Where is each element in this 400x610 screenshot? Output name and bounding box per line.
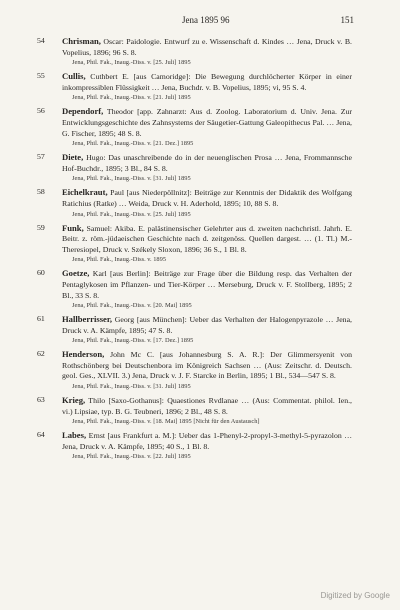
entry-number: 54 <box>37 36 45 45</box>
entry-note: Jena, Phil. Fak., Inaug.-Diss. v. 1895 <box>72 256 167 264</box>
entry-note: Jena, Phil. Fak., Inaug.-Diss. v. [31. Juli] 1895 <box>72 383 191 391</box>
entry-number: 58 <box>37 187 45 197</box>
author-name: Krieg, <box>62 395 86 406</box>
entry-note: Jena, Phil. Fak., Inaug.-Diss. v. [25. Juli] 1895 <box>72 210 191 218</box>
entry-body: Samuel: Akiba. E. palästinensischer Gelehrter aus d. zweiten nachchristl. Jahrh. E. Beitr. z. röm.-jüdaeischen Geschichte nach d. zeitgenöss. Quellen dargest. … (1. Tl.) M.-Theresiopel, Druck v. Székely Sloxon, 1896; 36 S., 1 Bl. 8. <box>62 223 352 254</box>
page-number: 151 <box>340 15 354 25</box>
entry-body: Karl [aus Berlin]: Beiträge zur Frage über die Bildung resp. das Verhalten der Pentaglykosen im Pflanzen- und Tier-Körper … Merseburg, Druck v. F. Stollberg, 1895; 2 Bl., 33 S. 8. <box>62 269 352 300</box>
author-name: Eichelkraut, <box>62 187 108 198</box>
page-header <box>0 15 400 29</box>
entry-body: Cuthbert E. [aus Camoridge]: Die Bewegung durchlöcherter Körper in einer inkompressiblen Flüssigkeit … Jena, Buchdr. v. B. Vopelius, 1895; vi, 95 S. 4. <box>62 72 352 92</box>
entry-text <box>62 314 352 336</box>
entry-note: Jena, Phil. Fak., Inaug.-Diss. v. [25. Juli] 1895 <box>72 59 191 67</box>
list-item <box>0 106 400 148</box>
entry-body: Thilo [Saxo-Gothanus]: Quaestiones Rvdlanae … (Aus: Commentat. philol. Ien., vi.) Lipsiae, typ. B. G. Teubneri, 1896; 2 Bl., 48 S. 8. <box>62 396 352 416</box>
list-item <box>0 314 400 345</box>
list-item <box>0 395 400 426</box>
list-item <box>0 152 400 183</box>
entry-number: 60 <box>37 268 45 278</box>
entry-body: Paul [aus Niederpöllnitz]: Beiträge zur Kenntnis der Didaktik des Wolfgang Ratichius (Ratke) … Weida, Druck v. H. Aderhold, 1895; 10, 88 S. 8. <box>62 188 352 208</box>
list-item <box>0 430 400 461</box>
author-name: Cullis, <box>62 71 86 82</box>
entry-note: Jena, Phil. Fak., Inaug.-Diss. v. [21. Dez.] 1895 <box>72 140 194 148</box>
list-item <box>0 223 400 265</box>
entry-body: Theodor [app. Zahnarzt: Aus d. Zoolog. Laboratorium d. Univ. Jena. Zur Entwicklungsgeschichte des Zahnsystems der Säugetier-Gattung Galeopithecus Pal. … Jena, G. Fischer, 1895; 48 S. 8. <box>62 107 352 138</box>
entry-body: John Mc C. [aus Johannesburg S. A. R.]: Der Glimmersyenit von Rothschönberg bei Deutschenbora im Königreich Sachsen … (Aus: Zeitschr. d. Deutsch. geol. Ges., XLVII. 3.) Jena, Druck v. J. F. Starcke in Berlin, 1895; 1 Bl., 534—547 S. 8. <box>62 350 352 381</box>
entry-text <box>62 349 352 382</box>
entry-body: Ernst [aus Frankfurt a. M.]: Ueber das 1-Phenyl-2-propyl-3-methyl-5-pyrazolon … Jena, Druck v. A. Kämpfe, 1895; 40 S., 1 Bl. 8. <box>62 431 352 451</box>
entry-list <box>0 36 400 465</box>
author-name: Chrisman, <box>62 36 101 46</box>
entry-note: Jena, Phil. Fak., Inaug.-Diss. v. [22. Juli] 1895 <box>72 453 191 461</box>
entry-text <box>62 223 352 256</box>
author-name: Diete, <box>62 152 84 163</box>
entry-number: 64 <box>37 430 45 440</box>
entry-body: Oscar: Paidologie. Entwurf zu e. Wissenschaft d. Kindes … Jena, Druck v. B. Vopelius, 1896; 96 S. 8. <box>62 37 352 57</box>
digitization-watermark: Digitized by Google <box>320 591 390 600</box>
entry-text <box>62 187 352 209</box>
entry-text <box>62 395 352 417</box>
author-name: Labes, <box>62 430 87 441</box>
entry-body: Hugo: Das unaschreibende do in der neuenglischen Prosa … Jena, Frommannsche Hof-Buchdr., 1895; 3 Bl., 84 S. 8. <box>62 153 352 173</box>
entry-note: Jena, Phil. Fak., Inaug.-Diss. v. [18. Mai] 1895 [Nicht für den Austausch] <box>72 418 260 426</box>
author-name: Dependorf, <box>62 106 104 117</box>
entry-note: Jena, Phil. Fak., Inaug.-Diss. v. [20. Mai] 1895 <box>72 302 192 310</box>
running-title: Jena 1895 96 <box>182 15 230 25</box>
entry-number: 59 <box>37 222 45 232</box>
list-item <box>0 187 400 218</box>
entry-number: 56 <box>37 106 45 116</box>
list-item <box>0 71 400 102</box>
author-name: Funk, <box>62 222 84 233</box>
entry-number: 61 <box>37 314 45 324</box>
entry-text <box>62 152 352 174</box>
entry-body: Georg [aus München]: Ueber das Verhalten der Halogenpyrazole … Jena, Druck v. A. Kämpfe, 1895; 47 S. 8. <box>62 315 352 335</box>
list-item <box>0 268 400 310</box>
author-name: Henderson, <box>62 349 105 360</box>
author-name: Goetze, <box>62 268 90 279</box>
list-item <box>0 36 400 67</box>
entry-note: Jena, Phil. Fak., Inaug.-Diss. v. [31. Juli] 1895 <box>72 175 191 183</box>
entry-number: 57 <box>37 152 45 162</box>
entry-note: Jena, Phil. Fak., Inaug.-Diss. v. [21. Juli] 1895 <box>72 94 191 102</box>
entry-text <box>62 430 352 452</box>
entry-text <box>62 71 352 93</box>
author-name: Hallberrisser, <box>62 314 113 325</box>
entry-number: 55 <box>37 71 45 81</box>
list-item <box>0 349 400 391</box>
entry-text <box>62 106 352 139</box>
entry-text <box>62 268 352 301</box>
entry-note: Jena, Phil. Fak., Inaug.-Diss. v. [17. Dez.] 1895 <box>72 337 194 345</box>
entry-number: 62 <box>37 349 45 359</box>
entry-text <box>62 36 352 58</box>
entry-number: 63 <box>37 395 45 405</box>
